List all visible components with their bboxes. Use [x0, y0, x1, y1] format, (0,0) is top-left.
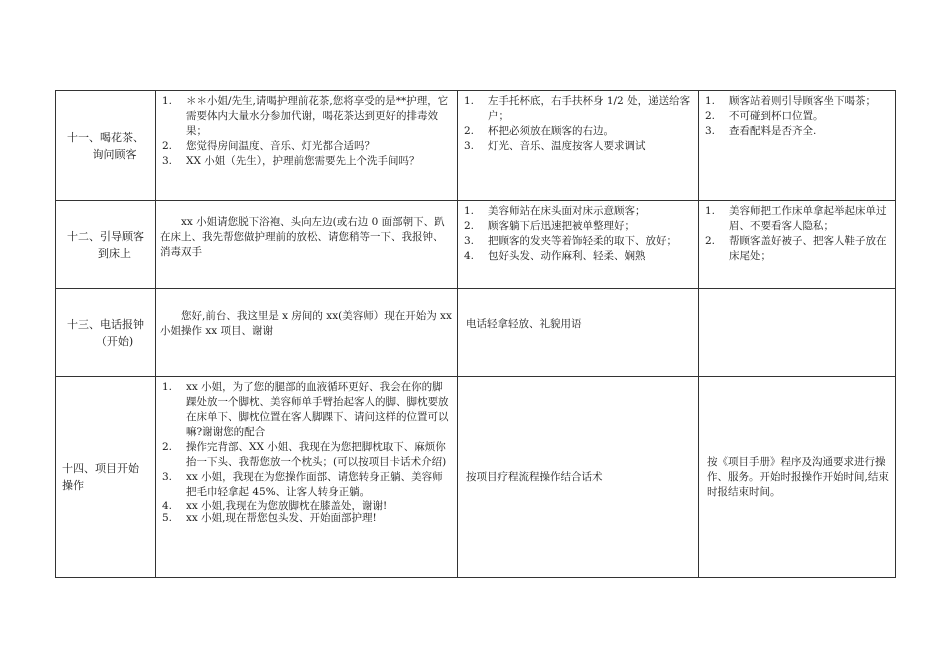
table-row-step-14 [56, 377, 896, 578]
action-list [462, 204, 694, 264]
list-item: 2. 帮顾客盖好被子、把客人鞋子放在床尾处； [705, 235, 887, 262]
notes-cell [699, 201, 896, 289]
action-text: 按项目疗程流程操作结合话术 [466, 471, 603, 483]
notes-text: 按《项目手册》程序及沟通要求进行操作、服务。开始时报操作开始时间,结束时报结束时间。 [707, 456, 889, 498]
step-cell [56, 201, 156, 289]
action-text: 电话轻拿轻放、礼貌用语 [466, 318, 582, 330]
procedure-table [55, 90, 896, 578]
step-title: 十一、喝花茶、 [67, 130, 144, 144]
list-item: 1. 顾客站着则引导顾客坐下喝茶； [705, 95, 876, 107]
list-item: 2. 操作完背部、XX 小姐、我现在为您把脚枕取下、麻烦你抬一下头、我帮您放一个枕头；(可以按项目卡话术介绍) [162, 441, 447, 468]
action-cell [458, 377, 699, 578]
list-item: 2. 您觉得房间温度、音乐、灯光都合适吗？ [162, 140, 375, 152]
notes-list [703, 94, 891, 139]
list-item: 3. 把顾客的发夹等着饰轻柔的取下、放好； [464, 235, 677, 247]
list-item: 2. 顾客躺下后迅速把被单整理好； [464, 220, 635, 232]
table-row-step-11 [56, 91, 896, 201]
script-cell [156, 201, 458, 289]
list-item: 4. xx 小姐,我现在为您放脚枕在膝盖处，谢谢! [162, 500, 388, 512]
step-subtitle: 到床上 [98, 246, 131, 260]
action-cell [458, 201, 699, 289]
step-title: 十三、电话报钟 [67, 317, 144, 331]
step-cell [56, 377, 156, 578]
step-subtitle: 操作 [62, 479, 84, 492]
script-list [160, 380, 453, 524]
list-item: 2. 杯把必须放在顾客的右边。 [464, 125, 614, 137]
script-cell [156, 91, 458, 201]
step-subtitle: 询问顾客 [92, 147, 137, 161]
list-item: 1. 左手托杯底，右手扶杯身 1/2 处，递送给客户； [464, 95, 691, 122]
step-title: 十二、引导顾客 [67, 229, 144, 243]
list-item: 3. XX 小姐（先生），护理前您需要先上个洗手间吗？ [162, 155, 420, 167]
action-cell [458, 289, 699, 377]
script-cell [156, 377, 458, 578]
step-title: 十四、项目开始 [62, 462, 139, 475]
script-list [160, 94, 453, 169]
list-item: 3. xx 小姐，我现在为您操作面部、请您转身正躺、美容师把毛巾轻拿起 45%、让客人转身正躺。 [162, 471, 443, 498]
procedure-sheet [55, 90, 895, 578]
notes-cell [699, 289, 896, 377]
script-text: 您好,前台、我这里是 x 房间的 xx(美容师）现在开始为 xx 小姐操作 xx 项目、谢谢 [160, 310, 452, 337]
list-item: 3. 查看配料是否齐全. [705, 125, 817, 137]
list-item: 1. 美容师站在床头面对床示意顾客； [464, 205, 646, 217]
notes-cell [699, 91, 896, 201]
list-item: 1. ＊＊小姐/先生,请喝护理前花茶,您将享受的是**护理，它需要体内大量水分参加代谢，喝花茶达到更好的排毒效果； [162, 95, 449, 137]
table-row-step-13 [56, 289, 896, 377]
action-cell [458, 91, 699, 201]
action-list [462, 94, 694, 154]
script-text: xx 小姐请您脱下浴袍、头向左边(或右边 0 面部朝下、趴在床上、我先帮您做护理前的放松、请您稍等一下、我报钟、消毒双手 [160, 216, 445, 258]
script-cell [156, 289, 458, 377]
step-cell [56, 289, 156, 377]
list-item: 4. 包好头发、动作麻利、轻柔、娴熟 [464, 250, 646, 262]
table-row-step-12 [56, 201, 896, 289]
step-cell [56, 91, 156, 201]
list-item: 2. 不可碰到杯口位置。 [705, 110, 824, 122]
list-item: 1. xx 小姐，为了您的腿部的血液循环更好、我会在你的脚踝处放一个脚枕、美容师单手臂抬起客人的脚、脚枕要放在床单下、脚枕位置在客人脚踝下、请问这样的位置可以嘛?谢谢您的配合 [162, 381, 449, 438]
list-item: 3. 灯光、音乐、温度按客人要求调试 [464, 140, 646, 152]
list-item: 5. xx 小姐,现在帮您包头发、开始面部护理! [162, 512, 377, 524]
list-item: 1. 美容师把工作床单拿起举起床单过眉、不要看客人隐私； [705, 205, 887, 232]
step-subtitle: （开始) [95, 334, 134, 348]
notes-list [703, 204, 891, 264]
notes-cell [699, 377, 896, 578]
